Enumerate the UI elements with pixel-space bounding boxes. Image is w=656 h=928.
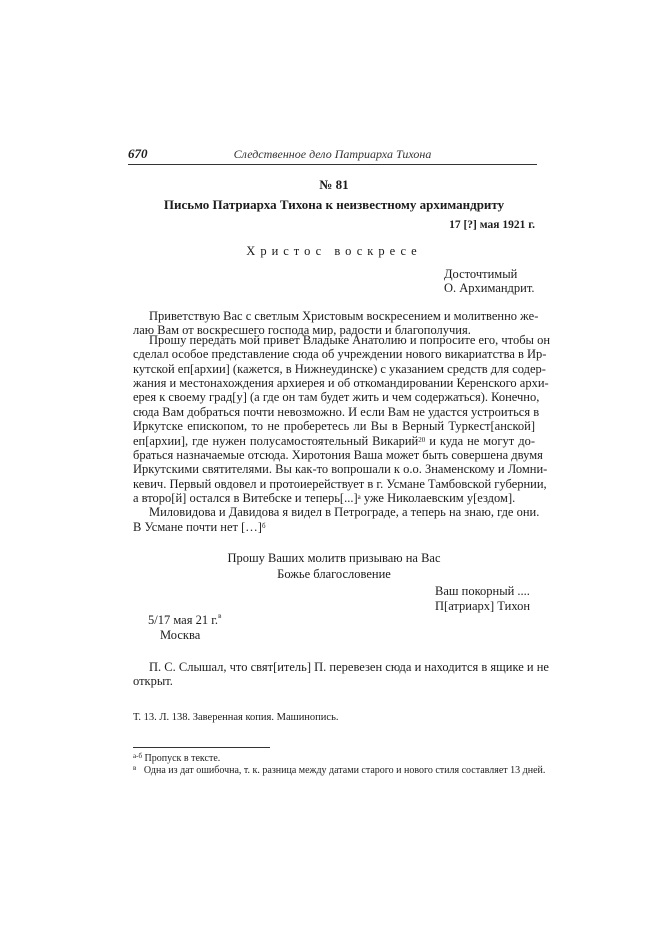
header-rule bbox=[128, 164, 537, 165]
document-number: № 81 bbox=[319, 177, 349, 192]
footnote bbox=[133, 753, 220, 764]
document-date: 17 [?] мая 1921 г. bbox=[449, 219, 535, 231]
text-line: Прошу передать мой привет Владыке Анатолию и попросите его, чтобы он bbox=[149, 333, 551, 347]
text: еп[архии], где нужен полусамостоятельный Викарий bbox=[133, 434, 419, 448]
footnote-mark: в bbox=[133, 764, 137, 772]
text-line: лаю Вам от воскресшего господа мир, радости и благополучия. bbox=[133, 323, 471, 337]
source-note: Т. 13. Л. 138. Заверенная копия. Машинопись. bbox=[133, 712, 339, 723]
text-line: кевич. Первый овдовел и протоиерействует в г. Усмане Тамбовской губернии, bbox=[133, 477, 547, 491]
footnote-ref: 20 bbox=[418, 436, 426, 444]
text: а второ[й] остался в Витебске и теперь[...] bbox=[133, 491, 358, 505]
text-line: Иркутскими святителями. Вы как-то вопрошали к о.о. Знаменскому и Ломни- bbox=[133, 462, 548, 476]
text-line: сюда Вам добраться почти невозможно. И если Вам не удастся устроиться в bbox=[133, 405, 540, 419]
footnote-rule bbox=[133, 747, 270, 748]
closing-line: Прошу Ваших молитв призываю на Вас bbox=[227, 551, 441, 565]
text-line: Иркутске епископом, то не проберетесь ли Вы в Верный Туркест[анской] bbox=[133, 419, 535, 433]
text: 5/17 мая 21 г. bbox=[148, 613, 219, 627]
text-line bbox=[133, 434, 535, 448]
text-line: П. С. Слышал, что свят[итель] П. перевезен сюда и находится в ящике и не bbox=[149, 660, 549, 674]
letter-place: Москва bbox=[160, 628, 201, 642]
closing-line: Божье благословение bbox=[277, 567, 391, 581]
footnote-ref: в bbox=[218, 612, 222, 620]
signature-line: Ваш покорный .... bbox=[435, 584, 530, 598]
address-line: О. Архимандрит. bbox=[444, 281, 535, 295]
page-number: 670 bbox=[128, 146, 148, 161]
greeting: Христос воскресе bbox=[246, 244, 422, 258]
running-title: Следственное дело Патриарха Тихона bbox=[233, 147, 432, 161]
text-line bbox=[133, 491, 535, 505]
text-line: браться назначаемые отсюда. Хиротония Ваша может быть совершена двумя bbox=[133, 448, 543, 462]
address-line: Досточтимый bbox=[444, 267, 518, 281]
text-line: сделал особое представление сюда об учреждении нового викариатства в Ир- bbox=[133, 347, 547, 361]
text-line: открыт. bbox=[133, 674, 173, 688]
text-line: жания и местонахождения архиерея и об откомандировании Керенского архи- bbox=[133, 376, 549, 390]
text: уже Николаевским у[ездом]. bbox=[360, 491, 516, 505]
text-line: Миловидова и Давидова я видел в Петрограде, а теперь на знаю, где они. bbox=[149, 505, 540, 519]
footnote-text: Одна из дат ошибочна, т. к. разница между датами старого и нового стиля составляет 13 дней. bbox=[143, 765, 546, 776]
text-line: кутской еп[архии] (кажется, в Нижнеудинске) с указанием средств для содер- bbox=[133, 362, 546, 376]
footnote-mark: а-б bbox=[133, 752, 142, 760]
footnote-text: Пропуск в тексте. bbox=[144, 753, 221, 764]
text-line bbox=[133, 520, 535, 534]
text: В Усмане почти нет […] bbox=[133, 520, 262, 534]
letter-date bbox=[148, 613, 221, 628]
signature-line: П[атриарх] Тихон bbox=[435, 599, 531, 613]
footnote-ref: а bbox=[357, 493, 361, 501]
text: и куда не могут до- bbox=[425, 434, 535, 448]
footnote-ref: б bbox=[261, 522, 266, 530]
footnote bbox=[133, 765, 545, 776]
text-line: ерея к своему град[у] (а где он там будет жить и чем содержаться). Конечно, bbox=[133, 390, 540, 404]
document-title: Письмо Патриарха Тихона к неизвестному архимандриту bbox=[163, 197, 505, 212]
text-line: Приветствую Вас с светлым Христовым воскресением и молитвенно же- bbox=[149, 309, 539, 323]
